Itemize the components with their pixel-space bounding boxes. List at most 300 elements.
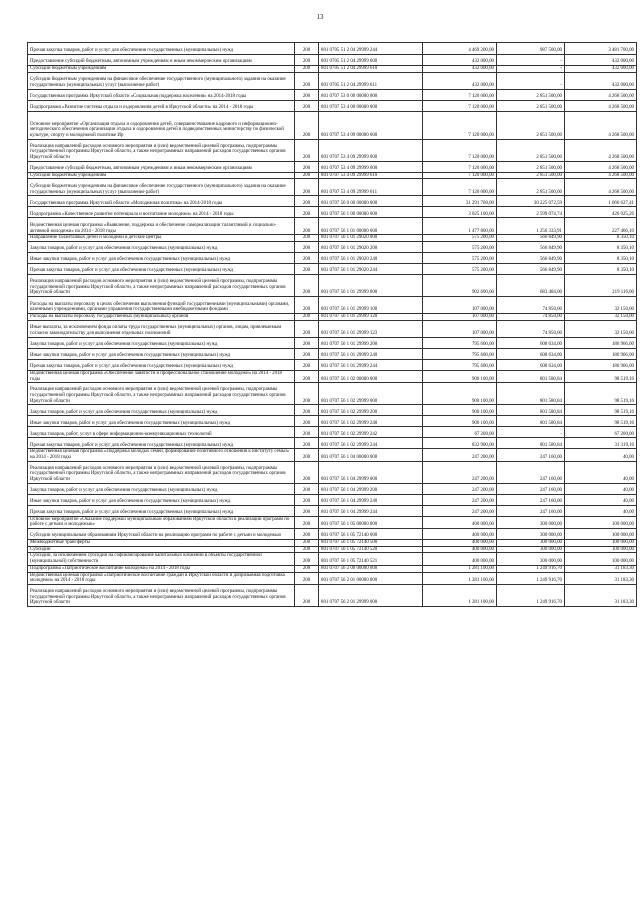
row-admin-code-cell: 200: [295, 314, 319, 321]
row-admin-code-cell: 200: [295, 438, 319, 449]
row-unexecuted-amount-cell: 40,00: [565, 483, 637, 494]
row-name-cell: Субсидии бюджетным учреждениям на финансовое обеспечение государственного (муниципального) задания на оказание государственных (муниципальных) услуг (выполнение работ): [28, 179, 295, 196]
row-budget-code-cell: 801 0707 56 1 01 29999 120: [319, 314, 423, 321]
row-admin-code-cell: 200: [295, 172, 319, 179]
row-budget-code-cell: 801 0707 56 1 02 29999 244: [319, 438, 423, 449]
table-row: [28, 565, 637, 572]
table-row: [28, 320, 637, 337]
row-name-cell: Закупка товаров, работ и услуг для обеспечения государственных (муниципальных) нужд: [28, 242, 295, 253]
table-row: [28, 242, 637, 253]
table-row: [28, 553, 637, 565]
row-admin-code-cell: 200: [295, 111, 319, 139]
row-unexecuted-amount-cell: 100 000,00: [565, 516, 637, 528]
row-executed-amount-cell: 300 000,00: [497, 553, 565, 565]
row-name-cell: Подпрограмма «Патриотическое воспитание молодежи» на 2014 - 2018 годы: [28, 565, 295, 572]
row-admin-code-cell: 200: [295, 72, 319, 89]
row-name-cell: Прочая закупка товаров, работ и услуг для обеспечения государственных (муниципальных) нужд: [28, 359, 295, 370]
row-name-cell: Субсидии бюджетным учреждениям: [28, 66, 295, 73]
row-budget-code-cell: 801 0707 56 1 02 29999 240: [319, 416, 423, 427]
row-unexecuted-amount-cell: 40,00: [565, 494, 637, 505]
row-executed-amount-cell: 566 849,90: [497, 235, 565, 242]
row-name-cell: Иные выплаты, за исключением фонда оплаты труда государственных (муниципальных) органов, лицам, привлекаемым согласно законодательству для выполнения отдельных полномочий: [28, 320, 295, 337]
row-executed-amount-cell: 683 484,00: [497, 275, 565, 297]
table-row: [28, 218, 637, 235]
row-executed-amount-cell: 608 634,00: [497, 348, 565, 359]
row-executed-amount-cell: 247 160,00: [497, 505, 565, 516]
row-name-cell: Иные закупки товаров, работ и услуг для обеспечения государственных (муниципальных) нужд: [28, 253, 295, 264]
row-admin-code-cell: 200: [295, 89, 319, 100]
row-name-cell: Субсидии бюджетным учреждениям: [28, 172, 295, 179]
row-name-cell: Прочая закупка товаров, работ и услуг для обеспечения государственных (муниципальных) нужд: [28, 505, 295, 516]
row-name-cell: Прочая закупка товаров, работ и услуг для обеспечения государственных (муниципальных) нужд: [28, 43, 295, 55]
row-admin-code-cell: 200: [295, 139, 319, 161]
row-approved-amount-cell: 7 120 000,00: [423, 89, 497, 100]
row-budget-code-cell: 801 0707 56 1 05 72140 000: [319, 529, 423, 540]
row-approved-amount-cell: 400 000,00: [423, 553, 497, 565]
row-unexecuted-amount-cell: 100 000,00: [565, 529, 637, 540]
row-approved-amount-cell: 575 200,00: [423, 235, 497, 242]
row-unexecuted-amount-cell: 98 519,16: [565, 405, 637, 416]
page-number: 13: [316, 13, 324, 21]
row-admin-code-cell: 200: [295, 370, 319, 382]
row-budget-code-cell: 801 0707 56 1 05 00000 000: [319, 516, 423, 528]
row-admin-code-cell: 200: [295, 461, 319, 483]
row-unexecuted-amount-cell: 219 116,00: [565, 275, 637, 297]
row-executed-amount-cell: 2 851 500,00: [497, 179, 565, 196]
row-budget-code-cell: 801 0707 56 1 04 29999 244: [319, 505, 423, 516]
table-row: [28, 516, 637, 528]
table-row: [28, 55, 637, 66]
row-admin-code-cell: 200: [295, 235, 319, 242]
row-name-cell: Основное мероприятие «Оказание поддержки муниципальным образованиям Иркутской области в реализации программ по работе с детьми и молодежью»: [28, 516, 295, 528]
row-admin-code-cell: 200: [295, 179, 319, 196]
row-admin-code-cell: 200: [295, 383, 319, 405]
row-approved-amount-cell: 4 469 200,00: [423, 43, 497, 55]
row-executed-amount-cell: 566 849,90: [497, 253, 565, 264]
row-name-cell: Реализация направлений расходов основного мероприятия и (или) ведомственной целевой программы, подпрограммы государственной программы Иркутской области, а также непрограммных направлений расходов государственных органов Иркутской области: [28, 461, 295, 483]
row-approved-amount-cell: 432 000,00: [423, 66, 497, 73]
table-row: [28, 438, 637, 449]
row-unexecuted-amount-cell: 32 150,00: [565, 320, 637, 337]
row-approved-amount-cell: 575 200,00: [423, 264, 497, 275]
row-executed-amount-cell: 74 850,00: [497, 320, 565, 337]
row-name-cell: Иные закупки товаров, работ и услуг для обеспечения государственных (муниципальных) нужд: [28, 348, 295, 359]
row-executed-amount-cell: 566 849,90: [497, 242, 565, 253]
row-name-cell: Реализация направлений расходов основного мероприятия и (или) ведомственной целевой программы, подпрограммы государственной программы Иркутской области, а также непрограммных направлений расходов государственных органов Иркутской области: [28, 139, 295, 161]
row-budget-code-cell: 801 0707 56 1 01 29020 240: [319, 253, 423, 264]
row-approved-amount-cell: 400 000,00: [423, 516, 497, 528]
row-budget-code-cell: 801 0707 56 1 00 00000 000: [319, 207, 423, 218]
row-budget-code-cell: 801 0707 56 1 04 29999 240: [319, 494, 423, 505]
row-budget-code-cell: 801 0707 53 4 09 29999 000: [319, 139, 423, 161]
row-approved-amount-cell: 902 600,00: [423, 275, 497, 297]
table-row: [28, 540, 637, 547]
row-executed-amount-cell: 608 634,00: [497, 337, 565, 348]
row-admin-code-cell: 200: [295, 359, 319, 370]
row-budget-code-cell: 801 0707 56 1 01 29999 100: [319, 297, 423, 314]
row-unexecuted-amount-cell: 8 350,10: [565, 235, 637, 242]
table-row: [28, 139, 637, 161]
row-budget-code-cell: 801 0707 56 0 00 00000 000: [319, 196, 423, 207]
row-executed-amount-cell: 300 000,00: [497, 546, 565, 553]
table-row: [28, 207, 637, 218]
row-executed-amount-cell: -: [497, 427, 565, 438]
table-row: [28, 461, 637, 483]
row-unexecuted-amount-cell: 3 481 700,00: [565, 43, 637, 55]
row-executed-amount-cell: 608 634,00: [497, 359, 565, 370]
row-unexecuted-amount-cell: 432 000,00: [565, 72, 637, 89]
table-row: [28, 264, 637, 275]
row-admin-code-cell: 200: [295, 572, 319, 584]
row-unexecuted-amount-cell: 1 066 627,41: [565, 196, 637, 207]
table-row: [28, 348, 637, 359]
row-executed-amount-cell: 801 580,84: [497, 370, 565, 382]
row-admin-code-cell: 200: [295, 55, 319, 66]
row-name-cell: Иные закупки товаров, работ и услуг для обеспечения государственных (муниципальных) нужд: [28, 416, 295, 427]
row-budget-code-cell: 801 0707 56 1 01 29999 000: [319, 275, 423, 297]
table-row: [28, 529, 637, 540]
table-row: [28, 494, 637, 505]
row-approved-amount-cell: 900 100,00: [423, 370, 497, 382]
row-unexecuted-amount-cell: 4 268 500,00: [565, 161, 637, 172]
row-budget-code-cell: 801 0707 56 1 02 29999 200: [319, 405, 423, 416]
row-unexecuted-amount-cell: 426 025,26: [565, 207, 637, 218]
table-row: [28, 66, 637, 73]
row-unexecuted-amount-cell: 432 000,00: [565, 66, 637, 73]
row-executed-amount-cell: 1 249 916,70: [497, 584, 565, 606]
row-unexecuted-amount-cell: 98 519,16: [565, 370, 637, 382]
row-budget-code-cell: 801 0707 53 4 00 00000 000: [319, 100, 423, 111]
row-budget-code-cell: 801 0707 56 1 02 29999 242: [319, 427, 423, 438]
row-unexecuted-amount-cell: 4 268 500,00: [565, 89, 637, 100]
table-row: [28, 111, 637, 139]
row-approved-amount-cell: 1 477 800,00: [423, 218, 497, 235]
row-unexecuted-amount-cell: 8 350,10: [565, 242, 637, 253]
row-budget-code-cell: 801 0707 56 1 05 72140 521: [319, 553, 423, 565]
table-row: [28, 179, 637, 196]
row-admin-code-cell: 200: [295, 546, 319, 553]
row-executed-amount-cell: 300 000,00: [497, 529, 565, 540]
row-budget-code-cell: 801 0707 56 1 01 29020 244: [319, 264, 423, 275]
row-admin-code-cell: 200: [295, 553, 319, 565]
row-unexecuted-amount-cell: 31 183,30: [565, 565, 637, 572]
row-name-cell: Предоставление субсидий бюджетным, автономным учреждениям и иным некоммерческим организациям: [28, 161, 295, 172]
row-name-cell: Направление талантливых детей и молодежи в детские центры: [28, 235, 295, 242]
row-approved-amount-cell: 7 120 000,00: [423, 161, 497, 172]
row-approved-amount-cell: 900 100,00: [423, 405, 497, 416]
row-unexecuted-amount-cell: 40,00: [565, 449, 637, 461]
row-name-cell: Государственная программа Иркутской области «Молодежная политика» на 2014-2018 годы: [28, 196, 295, 207]
row-name-cell: Закупка товаров, работ и услуг для обеспечения государственных (муниципальных) нужд: [28, 337, 295, 348]
row-budget-code-cell: 801 0707 56 2 00 00000 000: [319, 565, 423, 572]
row-approved-amount-cell: 31 291 700,00: [423, 196, 497, 207]
row-unexecuted-amount-cell: 4 268 500,00: [565, 111, 637, 139]
row-name-cell: Предоставление субсидий бюджетным, автономным учреждениям и иным некоммерческим организациям: [28, 55, 295, 66]
row-approved-amount-cell: 67 200,00: [423, 427, 497, 438]
row-name-cell: Прочая закупка товаров, работ и услуг для обеспечения государственных (муниципальных) нужд: [28, 438, 295, 449]
row-admin-code-cell: 200: [295, 264, 319, 275]
row-admin-code-cell: 200: [295, 100, 319, 111]
row-admin-code-cell: 200: [295, 449, 319, 461]
row-executed-amount-cell: 74 850,00: [497, 314, 565, 321]
row-budget-code-cell: 801 0707 56 1 04 00000 000: [319, 449, 423, 461]
row-unexecuted-amount-cell: 31 183,30: [565, 584, 637, 606]
row-admin-code-cell: 200: [295, 565, 319, 572]
row-admin-code-cell: 200: [295, 427, 319, 438]
row-admin-code-cell: 200: [295, 505, 319, 516]
table-row: [28, 359, 637, 370]
table-row: [28, 314, 637, 321]
row-name-cell: Расходы на выплаты персоналу в целях обеспечения выполнения функций государственными (муниципальными) органами, казенными учреждениями, органами управления государственными внебюджетными фондами: [28, 297, 295, 314]
row-approved-amount-cell: 400 000,00: [423, 540, 497, 547]
row-executed-amount-cell: 300 000,00: [497, 540, 565, 547]
row-executed-amount-cell: 300 000,00: [497, 516, 565, 528]
row-executed-amount-cell: 1 249 916,70: [497, 572, 565, 584]
row-approved-amount-cell: 400 000,00: [423, 546, 497, 553]
row-executed-amount-cell: -: [497, 72, 565, 89]
row-unexecuted-amount-cell: 432 000,00: [565, 55, 637, 66]
table-row: [28, 505, 637, 516]
row-executed-amount-cell: 30 225 072,59: [497, 196, 565, 207]
row-approved-amount-cell: 795 600,00: [423, 348, 497, 359]
row-admin-code-cell: 200: [295, 196, 319, 207]
row-name-cell: Основное мероприятие «Организация отдыха и оздоровления детей, совершенствование кадрового и информационно-методического обеспечения организации отдыха и оздоровления детей в подведомственных министерству по физической культуре, спорту и молодежной политике Ир: [28, 111, 295, 139]
row-approved-amount-cell: 247 200,00: [423, 494, 497, 505]
row-admin-code-cell: 200: [295, 337, 319, 348]
row-approved-amount-cell: 7 120 000,00: [423, 111, 497, 139]
row-admin-code-cell: 200: [295, 207, 319, 218]
row-unexecuted-amount-cell: 4 268 500,00: [565, 100, 637, 111]
row-unexecuted-amount-cell: 31 183,30: [565, 572, 637, 584]
row-budget-code-cell: 801 0707 56 2 01 00000 000: [319, 572, 423, 584]
row-executed-amount-cell: 566 849,90: [497, 264, 565, 275]
row-budget-code-cell: 801 0707 53 0 00 00000 000: [319, 89, 423, 100]
table-row: [28, 449, 637, 461]
row-executed-amount-cell: 2 851 500,00: [497, 139, 565, 161]
row-approved-amount-cell: 3 025 100,00: [423, 207, 497, 218]
row-unexecuted-amount-cell: 4 268 500,00: [565, 179, 637, 196]
row-approved-amount-cell: 107 000,00: [423, 297, 497, 314]
row-executed-amount-cell: 2 599 074,74: [497, 207, 565, 218]
row-admin-code-cell: 200: [295, 483, 319, 494]
row-unexecuted-amount-cell: 98 519,16: [565, 383, 637, 405]
row-budget-code-cell: 801 0707 56 1 01 29999 244: [319, 359, 423, 370]
row-executed-amount-cell: 1 250 333,91: [497, 218, 565, 235]
row-name-cell: Реализация направлений расходов основного мероприятия и (или) ведомственной целевой программы, подпрограммы государственной программы Иркутской области, а также непрограммных направлений расходов государственных органов Иркутской области: [28, 383, 295, 405]
row-approved-amount-cell: 247 200,00: [423, 449, 497, 461]
row-admin-code-cell: 200: [295, 297, 319, 314]
row-admin-code-cell: 200: [295, 494, 319, 505]
table-row: [28, 100, 637, 111]
row-name-cell: Иные закупки товаров, работ и услуг для обеспечения государственных (муниципальных) нужд: [28, 494, 295, 505]
row-executed-amount-cell: 801 580,84: [497, 416, 565, 427]
row-approved-amount-cell: 432 000,00: [423, 55, 497, 66]
row-unexecuted-amount-cell: 32 150,00: [565, 314, 637, 321]
row-executed-amount-cell: 247 160,00: [497, 494, 565, 505]
row-executed-amount-cell: -: [497, 55, 565, 66]
row-name-cell: Прочая закупка товаров, работ и услуг для обеспечения государственных (муниципальных) нужд: [28, 264, 295, 275]
row-admin-code-cell: 200: [295, 242, 319, 253]
row-budget-code-cell: 801 0707 56 1 05 72140 500: [319, 540, 423, 547]
table-row: [28, 416, 637, 427]
row-budget-code-cell: 801 0707 53 4 09 00000 000: [319, 111, 423, 139]
row-name-cell: Государственная программа Иркутской области «Социальная поддержка населения» на 2014-2018 годы: [28, 89, 295, 100]
row-approved-amount-cell: 400 000,00: [423, 529, 497, 540]
table-row: [28, 370, 637, 382]
row-unexecuted-amount-cell: 186 966,00: [565, 348, 637, 359]
row-name-cell: Подпрограмма «Развитие системы отдыха и оздоровления детей в Иркутской области» на 2014 - 2018 годы: [28, 100, 295, 111]
row-approved-amount-cell: 575 200,00: [423, 242, 497, 253]
row-approved-amount-cell: 107 000,00: [423, 314, 497, 321]
row-budget-code-cell: 801 0707 56 1 01 29999 123: [319, 320, 423, 337]
row-unexecuted-amount-cell: 8 350,10: [565, 264, 637, 275]
row-budget-code-cell: 801 0705 51 2 04 29999 600: [319, 55, 423, 66]
row-approved-amount-cell: 575 200,00: [423, 253, 497, 264]
row-unexecuted-amount-cell: 186 966,00: [565, 359, 637, 370]
row-approved-amount-cell: 900 100,00: [423, 383, 497, 405]
row-unexecuted-amount-cell: 98 519,16: [565, 416, 637, 427]
row-executed-amount-cell: 1 249 916,70: [497, 565, 565, 572]
row-budget-code-cell: 801 0705 51 2 04 29999 611: [319, 72, 423, 89]
row-unexecuted-amount-cell: 186 966,00: [565, 337, 637, 348]
row-name-cell: Субсидии: [28, 546, 295, 553]
row-admin-code-cell: 200: [295, 540, 319, 547]
row-approved-amount-cell: 795 600,00: [423, 337, 497, 348]
row-name-cell: Закупка товаров, работ и услуг для обеспечения государственных (муниципальных) нужд: [28, 483, 295, 494]
table-row: [28, 161, 637, 172]
row-approved-amount-cell: 7 120 000,00: [423, 172, 497, 179]
row-approved-amount-cell: 247 200,00: [423, 483, 497, 494]
row-executed-amount-cell: -: [497, 66, 565, 73]
row-unexecuted-amount-cell: 8 350,10: [565, 253, 637, 264]
row-budget-code-cell: 801 0707 56 2 01 29999 000: [319, 584, 423, 606]
row-executed-amount-cell: 247 160,00: [497, 449, 565, 461]
row-admin-code-cell: 200: [295, 275, 319, 297]
row-approved-amount-cell: 795 600,00: [423, 359, 497, 370]
table-row: [28, 383, 637, 405]
row-admin-code-cell: 200: [295, 161, 319, 172]
row-name-cell: Ведомственная целевая программа «Патриотическое воспитание граждан в Иркутской области и допризывная подготовка молодежи» на 2014 - 2018 годы: [28, 572, 295, 584]
table-row: [28, 483, 637, 494]
table-row: [28, 405, 637, 416]
table-row: [28, 235, 637, 242]
row-approved-amount-cell: 7 120 000,00: [423, 139, 497, 161]
row-unexecuted-amount-cell: 67 200,00: [565, 427, 637, 438]
row-approved-amount-cell: 7 120 000,00: [423, 179, 497, 196]
table-row: [28, 584, 637, 606]
row-budget-code-cell: 801 0707 53 4 09 29999 611: [319, 179, 423, 196]
row-budget-code-cell: 801 0707 56 1 05 72140 520: [319, 546, 423, 553]
row-admin-code-cell: 200: [295, 218, 319, 235]
table-row: [28, 172, 637, 179]
table-body: [28, 43, 637, 607]
table-row: [28, 337, 637, 348]
row-unexecuted-amount-cell: 100 000,00: [565, 546, 637, 553]
row-name-cell: Ведомственная целевая программа «Обеспечение занятости и профессиональное становление молодежи» на 2014 - 2018 годы: [28, 370, 295, 382]
row-budget-code-cell: 801 0707 56 1 02 00000 000: [319, 370, 423, 382]
row-name-cell: Реализация направлений расходов основного мероприятия и (или) ведомственной целевой программы, подпрограммы государственной программы Иркутской области, а также непрограммных направлений расходов государственных органов Иркутской области: [28, 275, 295, 297]
row-admin-code-cell: 200: [295, 348, 319, 359]
row-name-cell: Субсидии муниципальным образованиям Иркутской области на реализацию программ по работе с детьми и молодежью: [28, 529, 295, 540]
row-executed-amount-cell: 247 160,00: [497, 461, 565, 483]
row-name-cell: Ведомственная целевая программа «Поддержка молодых семей, формирование позитивного отношения к институту семьи» на 2014 - 2018 годы: [28, 449, 295, 461]
table-row: [28, 89, 637, 100]
row-unexecuted-amount-cell: 4 268 500,00: [565, 172, 637, 179]
row-unexecuted-amount-cell: 227 466,10: [565, 218, 637, 235]
table-row: [28, 427, 637, 438]
row-admin-code-cell: 200: [295, 584, 319, 606]
row-budget-code-cell: 801 0705 51 2 04 29999 610: [319, 66, 423, 73]
row-approved-amount-cell: 7 120 000,00: [423, 100, 497, 111]
row-executed-amount-cell: 2 851 500,00: [497, 111, 565, 139]
table-row: [28, 546, 637, 553]
row-approved-amount-cell: 900 100,00: [423, 416, 497, 427]
row-admin-code-cell: 200: [295, 416, 319, 427]
row-admin-code-cell: 200: [295, 516, 319, 528]
row-unexecuted-amount-cell: 31 319,16: [565, 438, 637, 449]
row-unexecuted-amount-cell: 100 000,00: [565, 553, 637, 565]
row-budget-code-cell: 801 0707 53 4 09 29999 600: [319, 161, 423, 172]
row-executed-amount-cell: 801 580,84: [497, 383, 565, 405]
budget-execution-table: [27, 42, 637, 607]
row-budget-code-cell: 801 0707 56 1 04 29999 200: [319, 483, 423, 494]
row-approved-amount-cell: 832 900,00: [423, 438, 497, 449]
row-name-cell: Закупка товаров, работ, услуг в сфере информационно-коммуникационных технологий: [28, 427, 295, 438]
row-approved-amount-cell: 247 200,00: [423, 461, 497, 483]
row-executed-amount-cell: 801 580,84: [497, 438, 565, 449]
row-unexecuted-amount-cell: 100 000,00: [565, 540, 637, 547]
row-name-cell: Межбюджетные трансферты: [28, 540, 295, 547]
row-budget-code-cell: 801 0707 56 1 02 29999 000: [319, 383, 423, 405]
table-row: [28, 43, 637, 55]
row-executed-amount-cell: 247 160,00: [497, 483, 565, 494]
table-row: [28, 253, 637, 264]
row-budget-code-cell: 801 0707 56 1 01 29020 000: [319, 235, 423, 242]
row-approved-amount-cell: 1 281 100,00: [423, 584, 497, 606]
row-name-cell: Субсидии, за исключением субсидий на софинансирование капитальных вложений в объекты государственной (муниципальной) собственности: [28, 553, 295, 565]
row-executed-amount-cell: 2 851 500,00: [497, 100, 565, 111]
row-admin-code-cell: 200: [295, 405, 319, 416]
row-name-cell: Ведомственная целевая программа «Выявление, поддержка и обеспечение самореализации талантливой и социально-активной молодежи» на 2014 - 2018 годы: [28, 218, 295, 235]
row-budget-code-cell: 801 0707 56 1 01 29999 240: [319, 348, 423, 359]
row-name-cell: Субсидии бюджетным учреждениям на финансовое обеспечение государственного (муниципального) задания на оказание государственных (муниципальных) услуг (выполнение работ): [28, 72, 295, 89]
row-approved-amount-cell: 247 200,00: [423, 505, 497, 516]
table-row: [28, 72, 637, 89]
table-row: [28, 196, 637, 207]
row-approved-amount-cell: 432 000,00: [423, 72, 497, 89]
row-unexecuted-amount-cell: 40,00: [565, 505, 637, 516]
row-budget-code-cell: 801 0705 51 2 04 29999 244: [319, 43, 423, 55]
row-admin-code-cell: 200: [295, 253, 319, 264]
table-row: [28, 275, 637, 297]
row-name-cell: Подпрограмма «Качественное развитие потенциала и воспитание молодежи» на 2014 - 2018 годы: [28, 207, 295, 218]
row-budget-code-cell: 801 0707 56 1 01 00000 000: [319, 218, 423, 235]
row-budget-code-cell: 801 0707 56 1 01 29020 200: [319, 242, 423, 253]
row-approved-amount-cell: 107 000,00: [423, 320, 497, 337]
table-row: [28, 297, 637, 314]
row-budget-code-cell: 801 0707 53 4 09 29999 610: [319, 172, 423, 179]
row-executed-amount-cell: 2 851 500,00: [497, 172, 565, 179]
row-name-cell: Закупка товаров, работ и услуг для обеспечения государственных (муниципальных) нужд: [28, 405, 295, 416]
row-admin-code-cell: 200: [295, 320, 319, 337]
row-approved-amount-cell: 1 281 100,00: [423, 565, 497, 572]
row-executed-amount-cell: 801 580,84: [497, 405, 565, 416]
row-executed-amount-cell: 2 851 500,00: [497, 161, 565, 172]
row-name-cell: Расходы на выплаты персоналу государственных (муниципальных) органов: [28, 314, 295, 321]
row-executed-amount-cell: 2 851 500,00: [497, 89, 565, 100]
row-unexecuted-amount-cell: 40,00: [565, 461, 637, 483]
row-executed-amount-cell: 987 500,00: [497, 43, 565, 55]
